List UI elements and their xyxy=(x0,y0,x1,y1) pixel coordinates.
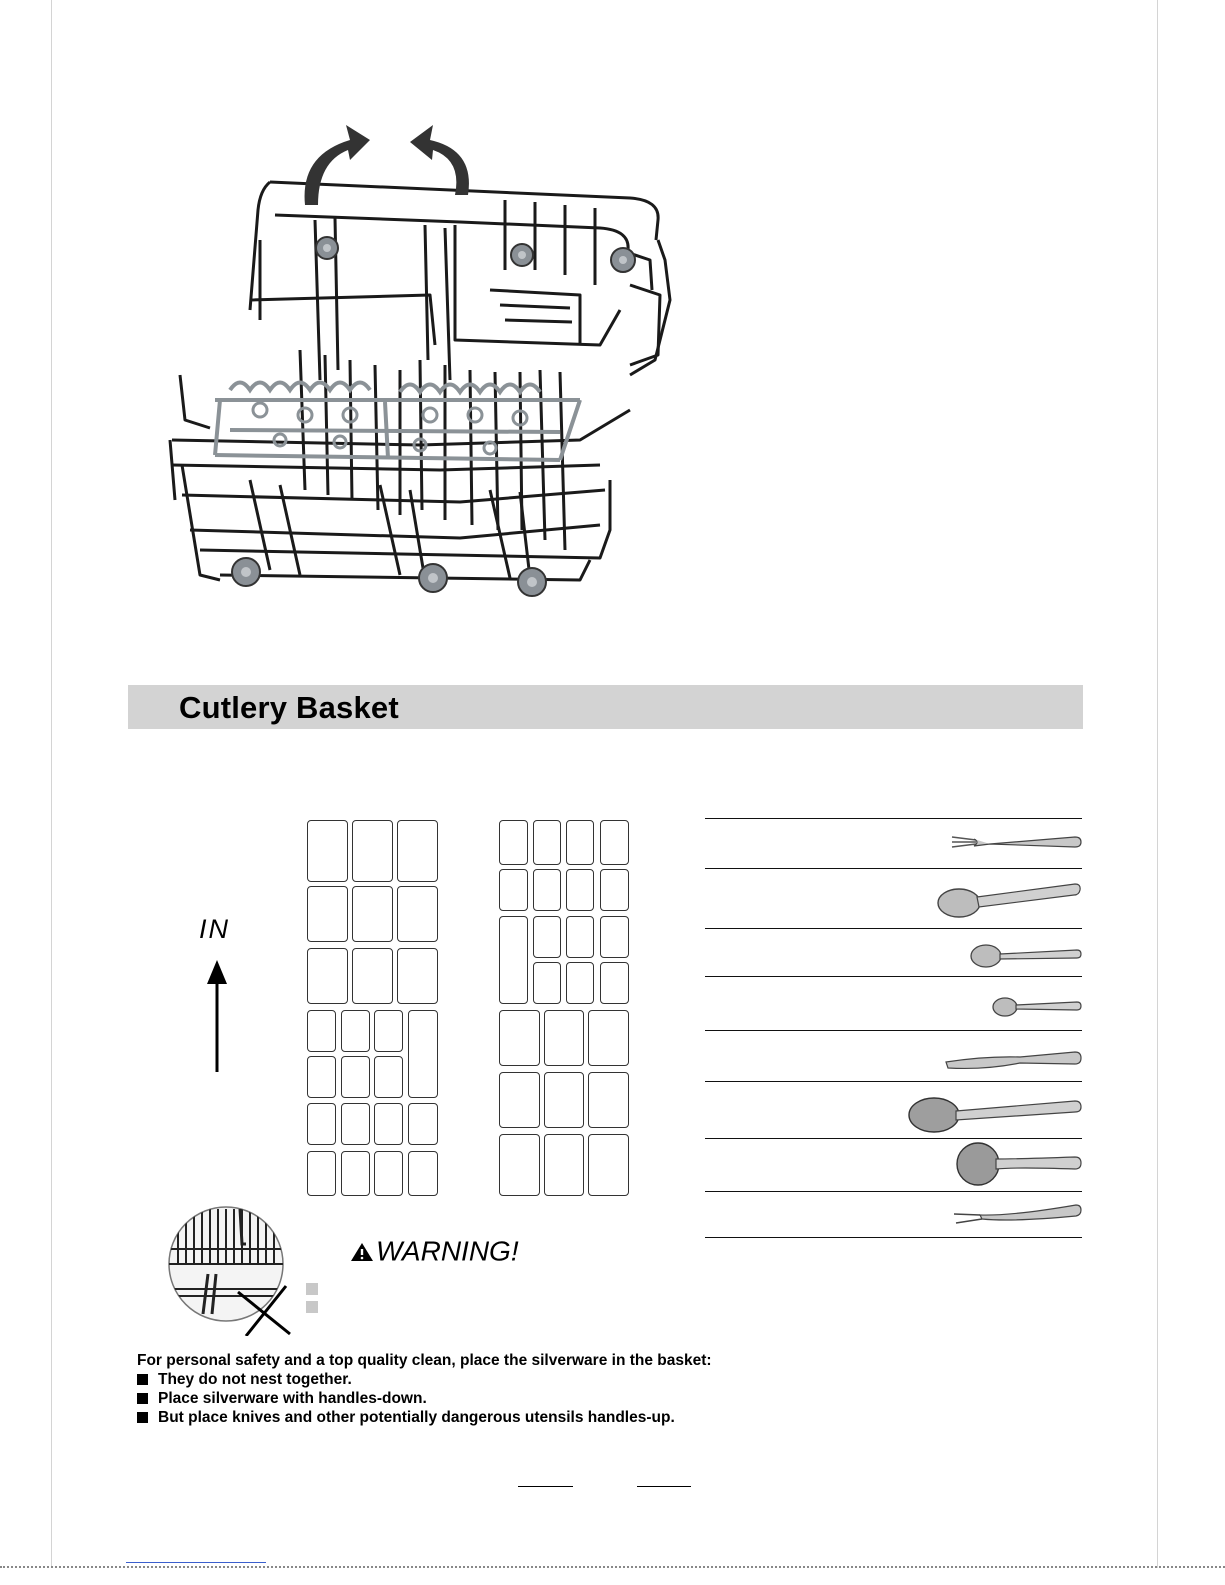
basket-slot xyxy=(533,820,561,865)
basket-slot xyxy=(566,820,594,865)
utensil-divider xyxy=(705,1191,1082,1192)
upper-rack-illustration xyxy=(160,110,680,605)
bullet-icon xyxy=(137,1393,148,1404)
warning-title: WARNING! xyxy=(376,1235,519,1267)
section-header-bar xyxy=(128,685,1083,729)
utensil-divider xyxy=(705,1138,1082,1139)
instruction-text: But place knives and other potentially dangerous utensils handles-up. xyxy=(158,1409,675,1426)
soup-spoon-icon xyxy=(937,881,1082,921)
basket-slot xyxy=(341,1151,370,1196)
footer-rule-left xyxy=(518,1486,573,1487)
basket-slot xyxy=(374,1056,403,1098)
basket-slot xyxy=(600,916,629,958)
warning-bullet xyxy=(306,1283,318,1295)
warning-heading xyxy=(350,1234,519,1268)
basket-slot xyxy=(307,820,348,882)
basket-slot xyxy=(499,869,528,911)
utensil-divider xyxy=(705,1237,1082,1238)
basket-slot xyxy=(566,916,594,958)
basket-slot xyxy=(408,1151,438,1196)
basket-slot xyxy=(588,1072,629,1128)
basket-slot xyxy=(533,962,561,1004)
basket-slot xyxy=(341,1056,370,1098)
basket-slot xyxy=(533,916,561,958)
basket-slot xyxy=(408,1103,438,1145)
teaspoon-icon xyxy=(992,995,1082,1019)
warning-bullet xyxy=(306,1301,318,1313)
basket-slot xyxy=(307,1010,336,1052)
basket-slot xyxy=(341,1103,370,1145)
page-bottom-edge xyxy=(0,1566,1225,1568)
basket-slot xyxy=(499,1072,540,1128)
basket-slot xyxy=(499,820,528,865)
basket-slot xyxy=(374,1151,403,1196)
serving-spoon-icon xyxy=(908,1095,1082,1135)
fork-icon xyxy=(950,832,1082,854)
basket-slot xyxy=(397,948,438,1004)
bottom-link-underline xyxy=(126,1562,266,1563)
basket-slot xyxy=(499,1134,540,1196)
basket-slot xyxy=(600,869,629,911)
page-border-left xyxy=(51,0,52,1568)
basket-slot xyxy=(341,1010,370,1052)
utensil-divider xyxy=(705,976,1082,977)
page-border-right xyxy=(1157,0,1158,1568)
instructions-block xyxy=(137,1351,712,1427)
basket-slot xyxy=(544,1134,584,1196)
basket-slot xyxy=(499,1010,540,1066)
instruction-text: Place silverware with handles-down. xyxy=(158,1390,427,1407)
utensil-divider xyxy=(705,818,1082,819)
knife-icon xyxy=(945,1048,1082,1072)
basket-slot xyxy=(374,1010,403,1052)
basket-slot xyxy=(352,948,393,1004)
basket-slot xyxy=(307,886,348,942)
instructions-intro: For personal safety and a top quality clean, place the silverware in the basket: xyxy=(137,1352,712,1369)
basket-slot xyxy=(588,1134,629,1196)
basket-slot xyxy=(588,1010,629,1066)
bullet-icon xyxy=(137,1374,148,1385)
basket-slot xyxy=(307,1103,336,1145)
basket-slot xyxy=(533,869,561,911)
utensil-divider xyxy=(705,1030,1082,1031)
bullet-icon xyxy=(137,1412,148,1423)
basket-right-diagram xyxy=(499,820,629,1196)
basket-slot xyxy=(600,820,629,865)
utensil-divider xyxy=(705,868,1082,869)
basket-slot xyxy=(544,1010,584,1066)
warning-triangle-icon xyxy=(350,1242,374,1262)
instruction-item xyxy=(137,1370,712,1389)
basket-slot xyxy=(307,1151,336,1196)
utensil-divider xyxy=(705,1081,1082,1082)
dessert-spoon-icon xyxy=(970,942,1082,970)
basket-slot xyxy=(374,1103,403,1145)
gravy-ladle-icon xyxy=(956,1141,1082,1187)
up-arrow-icon xyxy=(202,960,232,1075)
basket-slot xyxy=(544,1072,584,1128)
basket-slot xyxy=(397,886,438,942)
instruction-item xyxy=(137,1408,712,1427)
serving-fork-icon xyxy=(952,1202,1082,1228)
utensil-divider xyxy=(705,928,1082,929)
basket-slot xyxy=(499,916,528,1004)
instruction-text: They do not nest together. xyxy=(158,1371,352,1388)
direction-label: IN xyxy=(199,914,230,944)
basket-slot xyxy=(307,1056,336,1098)
instruction-item xyxy=(137,1389,712,1408)
section-title: Cutlery Basket xyxy=(179,690,399,725)
basket-slot xyxy=(307,948,348,1004)
basket-slot xyxy=(397,820,438,882)
basket-slot xyxy=(352,820,393,882)
basket-slot xyxy=(600,962,629,1004)
footer-rule-right xyxy=(637,1486,691,1487)
basket-slot xyxy=(408,1010,438,1098)
basket-slot xyxy=(566,962,594,1004)
knife-placement-warning-illustration xyxy=(168,1204,298,1336)
basket-slot xyxy=(352,886,393,942)
basket-slot xyxy=(566,869,594,911)
basket-left-diagram xyxy=(307,820,438,1196)
